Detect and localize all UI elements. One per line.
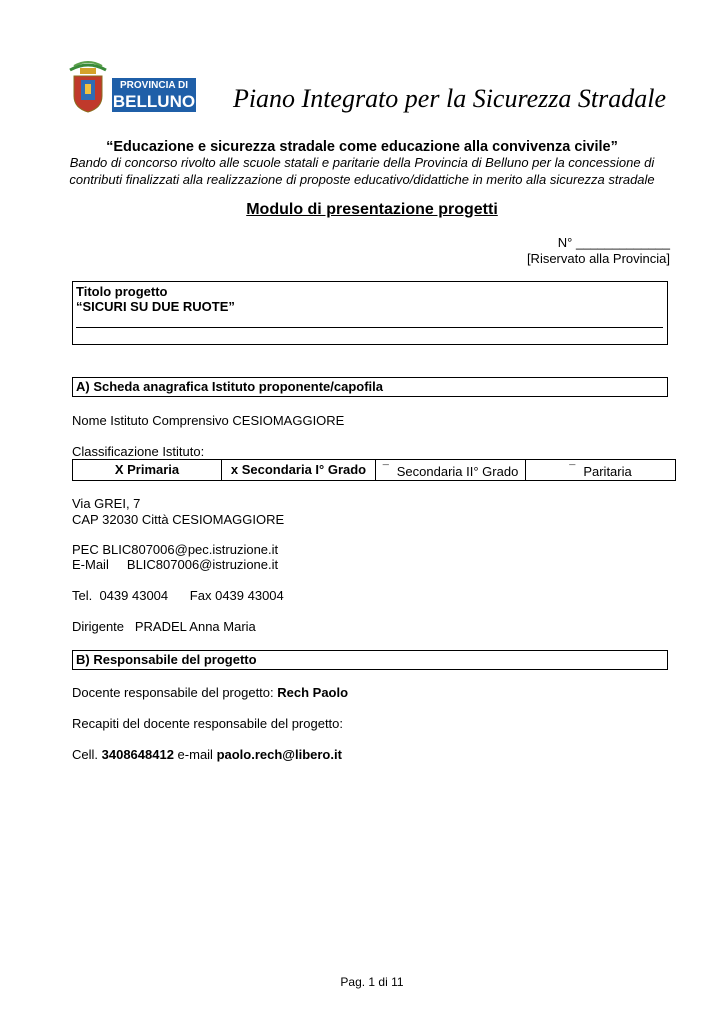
logo-badge — [112, 78, 196, 112]
institute-name: Nome Istituto Comprensivo CESIOMAGGIORE — [72, 413, 345, 428]
address-cap-city: CAP 32030 Città CESIOMAGGIORE — [72, 512, 285, 527]
classification-secondaria-ii — [376, 460, 526, 480]
classification-secondaria-ii-text: Secondaria II° Grado — [396, 464, 519, 479]
project-title-label: Titolo progetto — [76, 284, 168, 299]
classification-paritaria — [526, 460, 675, 480]
classification-table — [72, 459, 676, 481]
classification-primaria-text: X Primaria — [114, 462, 180, 477]
dirigente: Dirigente PRADEL Anna Maria — [72, 619, 256, 634]
protocol-number — [527, 235, 670, 267]
recapiti-label: Recapiti del docente responsabile del progetto: — [72, 716, 344, 731]
classification-secondaria-i-text: x Secondaria I° Grado — [230, 462, 367, 477]
email-label: e-mail — [173, 747, 217, 762]
classification-secondaria-ii-mark: ¯ — [382, 464, 389, 476]
email-address: E-Mail BLIC807006@istruzione.it — [72, 557, 279, 572]
classification-label: Classificazione Istituto: — [72, 444, 205, 459]
docente-value: Rech Paolo — [277, 685, 349, 700]
docente-responsabile — [72, 685, 348, 701]
page-footer: Pag. 1 di 11 — [340, 975, 404, 989]
project-title-value: “SICURI SU DUE RUOTE” — [76, 299, 235, 314]
docente-label: Docente responsabile del progetto: — [72, 685, 278, 700]
section-b-heading: B) Responsabile del progetto — [72, 650, 668, 670]
section-a-heading: A) Scheda anagrafica Istituto proponente/capofila — [72, 377, 668, 397]
protocol-number-line: N° _____________ — [557, 235, 670, 250]
project-title-underline — [76, 327, 663, 328]
docente-contacts — [72, 747, 342, 763]
subtitle: “Educazione e sicurezza stradale come educazione alla convivenza civile” — [106, 139, 618, 155]
intro-text: Bando di concorso rivolto alle scuole statali e paritarie della Provincia di Belluno per la concessione di contributi finalizzati alla realizzazione di proposte educativo/didattiche in merito alla sicurezza stradale — [69, 155, 655, 187]
classification-primaria — [73, 460, 222, 480]
classification-paritaria-text: Paritaria — [583, 464, 632, 479]
document-title: Piano Integrato per la Sicurezza Stradale — [232, 84, 666, 113]
provincia-logo — [66, 60, 198, 114]
classification-secondaria-i — [222, 460, 376, 480]
docente-email-value: paolo.rech@libero.it — [216, 747, 342, 762]
pec-address: PEC BLIC807006@pec.istruzione.it — [72, 542, 279, 557]
form-heading: Modulo di presentazione progetti — [246, 201, 498, 218]
phone-fax: Tel. 0439 43004 Fax 0439 43004 — [72, 588, 284, 603]
logo-line1: PROVINCIA DI — [120, 80, 188, 91]
address-street: Via GREI, 7 — [72, 496, 141, 511]
classification-paritaria-mark: ¯ — [569, 464, 576, 476]
cell-label: Cell. — [72, 747, 102, 762]
cell-value: 3408648412 — [101, 747, 174, 762]
protocol-reserved-note: [Riservato alla Provincia] — [526, 251, 670, 266]
project-title-box — [72, 281, 668, 345]
logo-line2: BELLUNO — [112, 92, 196, 111]
coat-of-arms-icon — [66, 60, 110, 114]
